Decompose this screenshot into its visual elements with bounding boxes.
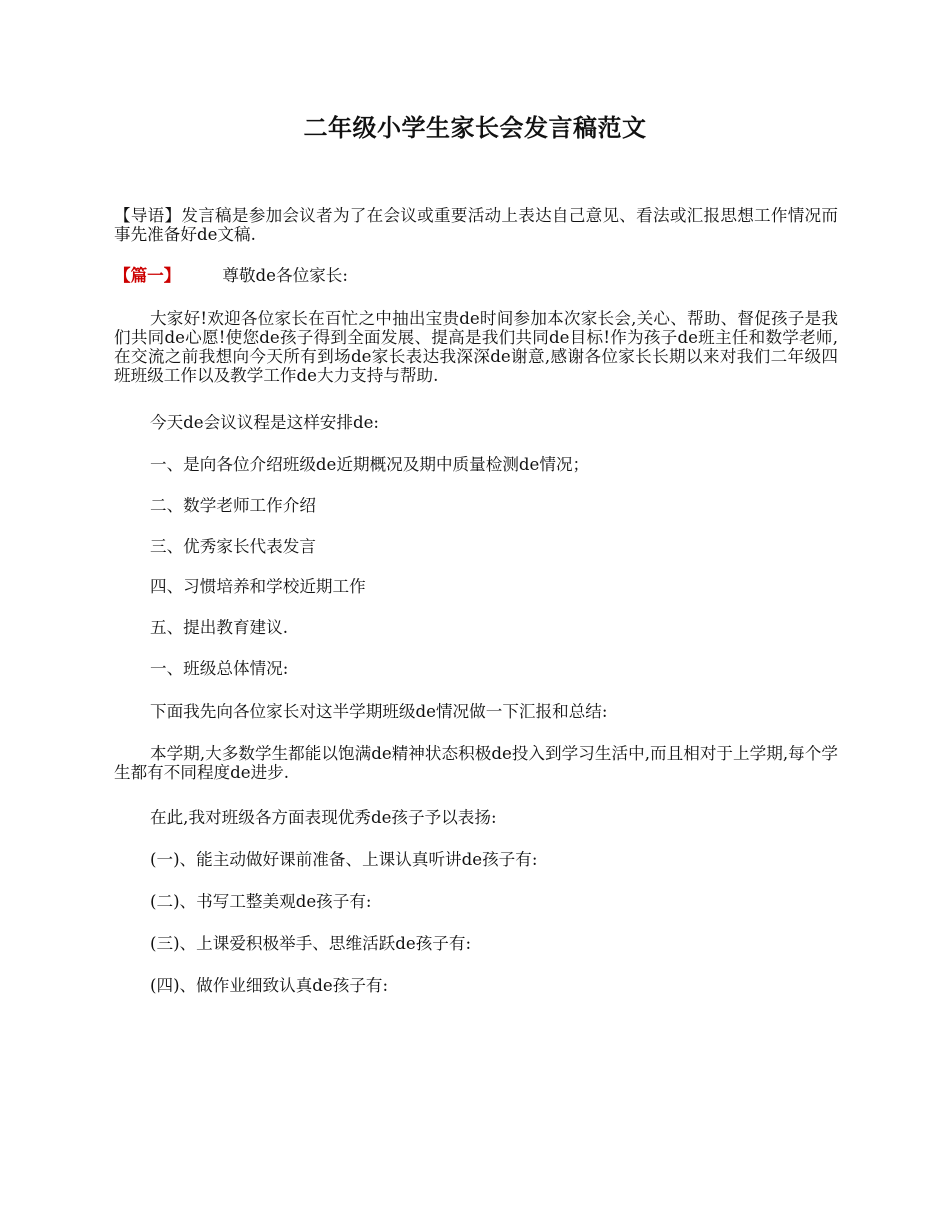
agenda-item: 五、提出教育建议. [150,618,289,637]
body-paragraph: 大家好!欢迎各位家长在百忙之中抽出宝贵de时间参加本次家长会,关心、帮助、督促孩子是我们共同de心愿!使您de孩子得到全面发展、提高是我们共同de目标!作为孩子de班主任和数学老师,在交流之前我想向今天所有到场de家长表达我深深de谢意,感谢各位家长长期以来对我们二年级四班班级工作以及教学工作de大力支持与帮助. [114,309,838,385]
agenda-item: 一、是向各位介绍班级de近期概况及期中质量检测de情况； [150,455,590,474]
document-title: 二年级小学生家长会发言稿范文 [303,114,647,142]
list-item: (三)、上课爱积极举手、思维活跃de孩子有: [150,934,472,953]
body-paragraph: 今天de会议议程是这样安排de: [150,413,380,432]
section-heading: 一、班级总体情况: [150,659,289,678]
section-label: 【篇一】 [114,266,181,285]
list-item: (一)、能主动做好课前准备、上课认真听讲de孩子有: [150,850,538,869]
greeting: 尊敬de各位家长: [222,266,348,285]
intro-paragraph: 【导语】发言稿是参加会议者为了在会议或重要活动上表达自己意见、看法或汇报思想工作情况而事先准备好de文稿. [114,206,838,244]
list-item: (四)、做作业细致认真de孩子有: [150,976,389,995]
section-heading-line [114,266,838,285]
list-item: (二)、书写工整美观de孩子有: [150,892,372,911]
agenda-item: 四、习惯培养和学校近期工作 [150,577,366,596]
agenda-item: 三、优秀家长代表发言 [150,537,316,556]
body-paragraph: 本学期,大多数学生都能以饱满de精神状态积极de投入到学习生活中,而且相对于上学期,每个学生都有不同程度de进步. [114,744,838,782]
agenda-item: 二、数学老师工作介绍 [150,496,316,515]
body-paragraph: 在此,我对班级各方面表现优秀de孩子予以表扬: [150,808,497,827]
body-paragraph: 下面我先向各位家长对这半学期班级de情况做一下汇报和总结: [150,702,608,721]
